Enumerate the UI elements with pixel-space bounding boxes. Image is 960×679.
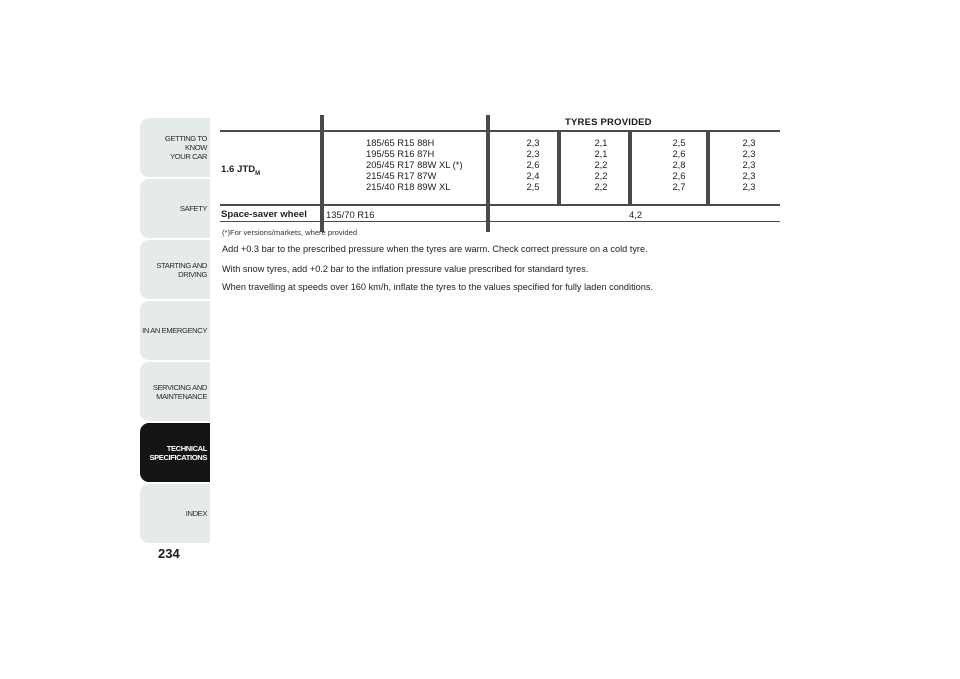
column-separator xyxy=(486,115,490,232)
note-high-speed: When travelling at speeds over 160 km/h, inflate the tyres to the values specified for fully laden conditions. xyxy=(222,282,654,292)
pressure-column-3: 2,5 2,6 2,8 2,6 2,7 xyxy=(672,137,686,192)
column-separator xyxy=(320,115,324,232)
tab-label: INDEX xyxy=(185,509,207,518)
tab-label: STARTING AND DRIVING xyxy=(156,260,207,279)
note-warm-tyres: Add +0.3 bar to the prescribed pressure when the tyres are warm. Check correct pressure on a cold tyre. xyxy=(222,244,648,254)
row-rule xyxy=(220,204,780,206)
footnote: (*)For versions/markets, where provided xyxy=(222,228,358,237)
table-header-title: TYRES PROVIDED xyxy=(565,117,652,128)
tab-label: GETTING TO KNOW YOUR CAR xyxy=(164,134,207,161)
tab-technical-specifications[interactable] xyxy=(140,423,210,482)
tab-getting-to-know-your-car[interactable] xyxy=(140,118,210,177)
tab-index[interactable] xyxy=(140,484,210,543)
page-number: 234 xyxy=(158,546,180,561)
pressure-column-2: 2,1 2,1 2,2 2,2 2,2 xyxy=(594,137,608,192)
note-snow-tyres: With snow tyres, add +0.2 bar to the inflation pressure value prescribed for standard tyres. xyxy=(222,264,589,274)
tab-label: SERVICING AND MAINTENANCE xyxy=(152,382,207,401)
header-rule xyxy=(220,130,780,132)
tyre-sizes: 185/65 R15 88H 195/55 R16 87H 205/45 R17 88W XL (*) 215/45 R17 87W 215/40 R18 89W XL xyxy=(366,137,463,192)
pressure-column-1: 2,3 2,3 2,6 2,4 2,5 xyxy=(526,137,540,192)
column-separator xyxy=(557,132,561,204)
tab-servicing-and-maintenance[interactable] xyxy=(140,362,210,421)
space-saver-pressure: 4,2 xyxy=(629,209,643,220)
tab-label: TECHNICAL SPECIFICATIONS xyxy=(149,443,207,462)
space-saver-label: Space-saver wheel xyxy=(221,209,307,220)
table-bottom-rule xyxy=(220,221,780,222)
column-separator xyxy=(706,132,710,204)
tab-safety[interactable] xyxy=(140,179,210,238)
tab-label: IN AN EMERGENCY xyxy=(142,326,207,335)
engine-label: 1.6 $JTD_M$ xyxy=(221,164,261,177)
tab-label: SAFETY xyxy=(179,204,207,213)
tab-starting-and-driving[interactable] xyxy=(140,240,210,299)
space-saver-tyre: 135/70 R16 xyxy=(326,209,375,220)
column-separator xyxy=(628,132,632,204)
pressure-column-4: 2,3 2,3 2,3 2,3 2,3 xyxy=(742,137,756,192)
tab-in-an-emergency[interactable] xyxy=(140,301,210,360)
